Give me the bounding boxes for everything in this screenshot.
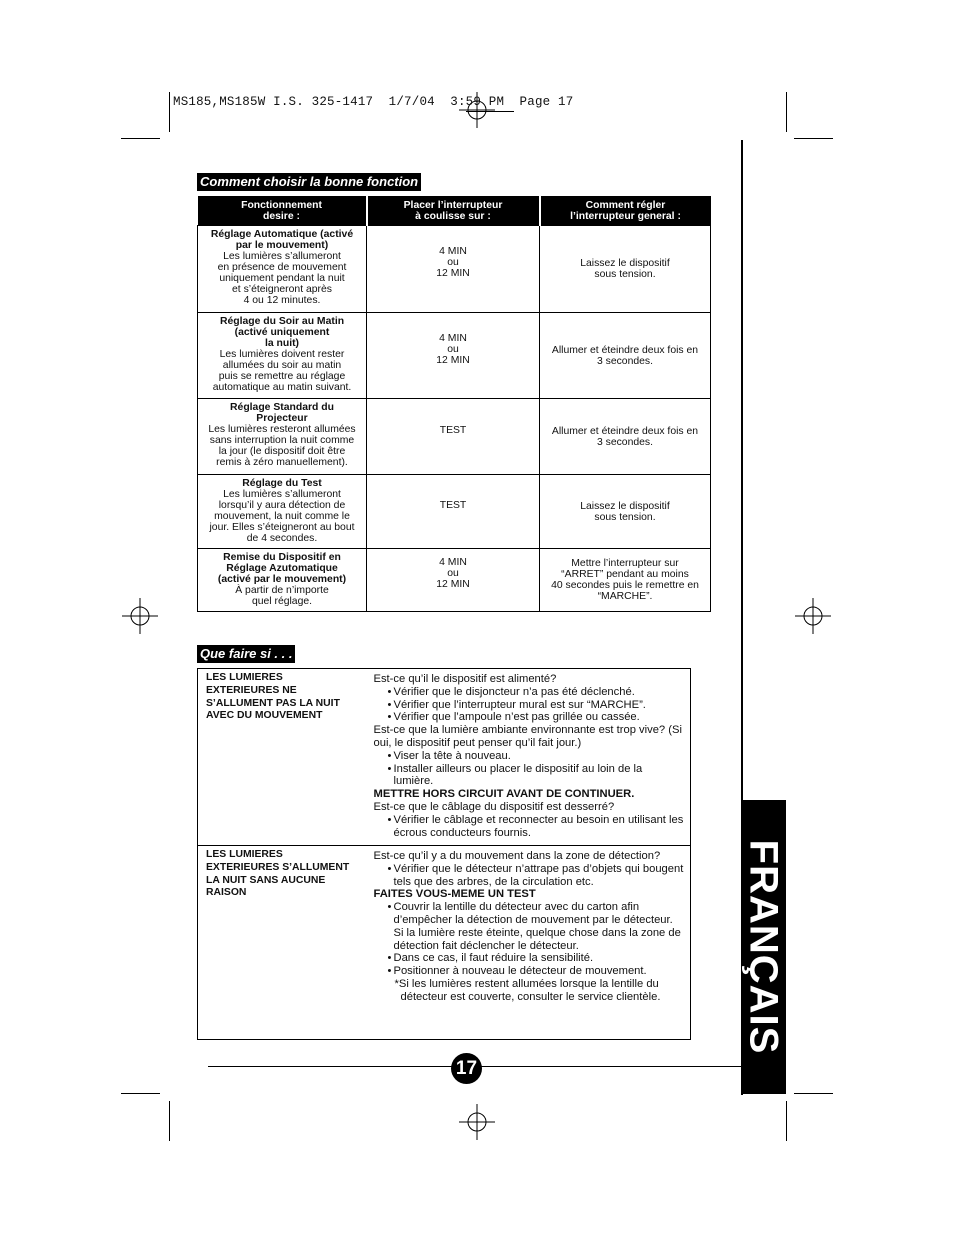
mode-description: remis à zéro manuellement). bbox=[216, 457, 348, 468]
slider-value: 4 MIN bbox=[439, 246, 467, 257]
mode-description: mouvement, la nuit comme le bbox=[214, 511, 350, 522]
function-table-row bbox=[198, 226, 711, 313]
troubleshooting-row bbox=[198, 846, 691, 1040]
registration-mark-icon bbox=[457, 1102, 497, 1142]
solution-bullet: • Vérifier que l’interrupteur mural est sur “MARCHE”. bbox=[374, 699, 685, 712]
crop-mark bbox=[794, 138, 833, 139]
mode-description: la jour (le dispositif doit être bbox=[218, 446, 346, 457]
mode-description: Les lumières s’allumeront bbox=[223, 489, 341, 500]
mode-description: 4 ou 12 minutes. bbox=[243, 295, 321, 306]
mode-description: et s’éteigneront après bbox=[232, 284, 332, 295]
slider-value: 4 MIN bbox=[439, 332, 467, 344]
function-table-row bbox=[198, 313, 711, 399]
slider-value: ou bbox=[447, 257, 459, 268]
switch-instruction: Allumer et éteindre deux fois en bbox=[551, 344, 699, 356]
slider-value: ou bbox=[447, 343, 459, 355]
switch-instruction: 3 secondes. bbox=[596, 436, 654, 448]
problem-line: EXTERIEURES NE bbox=[206, 684, 297, 696]
switch-adjust-cell bbox=[540, 475, 711, 549]
solution-bullet: • Vérifier que le disjoncteur n’a pas été déclenché. bbox=[374, 686, 685, 699]
solution-bullet: • Dans ce cas, il faut réduire la sensibilité. bbox=[374, 952, 685, 965]
solution-bullet: • Positionner à nouveau le détecteur de mouvement. bbox=[374, 965, 685, 978]
switch-instruction: Allumer et éteindre deux fois en bbox=[551, 425, 699, 437]
slider-setting-cell bbox=[367, 399, 540, 475]
mode-description: lorsqu’il y aura détection de bbox=[218, 500, 346, 511]
slider-value: 12 MIN bbox=[436, 579, 470, 590]
switch-instruction: Laissez le dispositif bbox=[580, 500, 670, 512]
troubleshooting-row bbox=[198, 669, 691, 846]
problem-line: LES LUMIERES bbox=[206, 672, 283, 683]
mode-description: de 4 secondes. bbox=[246, 533, 318, 544]
solution-note: *Si les lumières restent allumées lorsque la lentille du détecteur est couverte, consulter le service clientèle. bbox=[394, 977, 661, 1003]
slider-value: TEST bbox=[439, 424, 467, 436]
solution-bullet: • Vérifier que l’ampoule n’est pas grillée ou cassée. bbox=[374, 711, 685, 724]
mode-title: Projecteur bbox=[256, 413, 308, 424]
crop-mark bbox=[786, 92, 787, 132]
crop-mark bbox=[121, 1093, 160, 1094]
slider-value: TEST bbox=[439, 499, 467, 511]
switch-adjust-cell bbox=[540, 226, 711, 313]
mode-title: par le mouvement) bbox=[235, 240, 329, 251]
mode-description: À partir de n’importe bbox=[235, 585, 329, 596]
mode-cell bbox=[198, 399, 367, 475]
slider-setting-cell bbox=[367, 549, 540, 612]
solution-bullet: • Couvrir la lentille du détecteur avec du carton afin d’empêcher la détection de mouvement par le détecteur. Si la lumière reste éteinte, quelque chose dans la zone de détection fait déclencher le détecteur. bbox=[374, 901, 685, 952]
mode-description: allumées du soir au matin bbox=[222, 360, 342, 371]
solution-bullet: • Viser la tête à nouveau. bbox=[374, 750, 685, 763]
switch-instruction: “MARCHE”. bbox=[597, 591, 653, 602]
slider-setting-cell bbox=[367, 226, 540, 313]
mode-description: quel réglage. bbox=[251, 596, 313, 607]
switch-adjust-cell bbox=[540, 399, 711, 475]
problem-line: LA NUIT SANS AUCUNE bbox=[206, 874, 326, 886]
slider-value: 4 MIN bbox=[439, 557, 467, 568]
crop-mark bbox=[121, 138, 160, 139]
solution-question: Est-ce que la lumière ambiante environnante est trop vive? (Si oui, le dispositif peut penser qu’il fait jour.) bbox=[373, 724, 682, 749]
function-table-row bbox=[198, 549, 711, 612]
mode-title: Réglage du Test bbox=[242, 478, 322, 489]
mode-description: Les lumières resteront allumées bbox=[208, 424, 356, 435]
solution-question: Est-ce que le câblage du dispositif est desserré? bbox=[373, 800, 615, 813]
mode-description: uniquement pendant la nuit bbox=[219, 273, 345, 284]
solution-heading: FAITES VOUS-MEME UN TEST bbox=[373, 888, 536, 901]
switch-adjust-cell bbox=[540, 549, 711, 612]
solution-question: Est-ce qu’il y a du mouvement dans la zone de détection? bbox=[373, 850, 661, 862]
problem-line: LES LUMIERES bbox=[206, 849, 283, 860]
section-title-function: Comment choisir la bonne fonction bbox=[197, 173, 421, 191]
problem-line: EXTERIEURES S’ALLUMENT bbox=[206, 861, 350, 873]
mode-title: Réglage du Soir au Matin bbox=[219, 316, 345, 327]
slider-value: 12 MIN bbox=[436, 354, 470, 366]
mode-cell bbox=[198, 313, 367, 399]
crop-mark bbox=[169, 92, 170, 132]
function-table-header bbox=[198, 196, 711, 226]
mode-title: Réglage Automatique (activé bbox=[210, 229, 354, 240]
solution-heading: METTRE HORS CIRCUIT AVANT DE CONTINUER. bbox=[373, 788, 635, 801]
registration-mark-icon bbox=[793, 596, 833, 636]
slider-setting-cell bbox=[367, 475, 540, 549]
problem-line: S’ALLUMENT PAS LA NUIT bbox=[206, 697, 340, 709]
switch-instruction: 40 secondes puis le remettre en bbox=[551, 580, 699, 591]
problem-line: RAISON bbox=[206, 887, 247, 899]
problem-cell bbox=[198, 669, 368, 846]
mode-title: (activé uniquement bbox=[234, 327, 330, 338]
mode-description: Les lumières s’allumeront bbox=[223, 251, 341, 262]
print-slug: MS185,MS185W I.S. 325-1417 1/7/04 3:59 PM Page 17 bbox=[173, 95, 574, 109]
switch-instruction: Mettre l’interrupteur sur bbox=[571, 558, 679, 569]
mode-description: jour. Elles s’éteigneront au bout bbox=[209, 522, 355, 533]
column-header: Fonctionnement desire : bbox=[198, 196, 367, 226]
problem-line: AVEC DU MOUVEMENT bbox=[206, 710, 323, 722]
switch-instruction: sous tension. bbox=[594, 511, 656, 523]
mode-title: Remise du Dispositif en bbox=[223, 552, 341, 563]
mode-description: sans interruption la nuit comme bbox=[209, 435, 355, 446]
solution-bullet: • Vérifier que le détecteur n’attrape pas d’objets qui bougent tels que des arbres, de la circulation etc. bbox=[374, 863, 685, 889]
switch-instruction: Laissez le dispositif bbox=[580, 258, 670, 269]
mode-description: en présence de mouvement bbox=[217, 262, 347, 273]
mode-cell bbox=[198, 475, 367, 549]
language-tab-label: FRANÇAIS bbox=[741, 839, 786, 1055]
slider-value: 12 MIN bbox=[436, 268, 470, 279]
function-table-row bbox=[198, 399, 711, 475]
switch-instruction: sous tension. bbox=[594, 269, 656, 280]
section-title-troubleshooting: Que faire si . . . bbox=[197, 645, 295, 663]
switch-instruction: 3 secondes. bbox=[596, 355, 654, 367]
crop-mark bbox=[794, 1093, 833, 1094]
function-table bbox=[197, 196, 711, 612]
solution-bullet: • Installer ailleurs ou placer le dispositif au loin de la lumière. bbox=[374, 763, 685, 789]
column-header: Comment régler l’interrupteur general : bbox=[540, 196, 711, 226]
mode-title: Réglage Azutomatique bbox=[226, 563, 338, 574]
mode-description: puis se remettre au réglage bbox=[218, 371, 346, 382]
switch-instruction: “ARRET” pendant au moins bbox=[561, 569, 689, 580]
solution-bullet: • Vérifier le câblage et reconnecter au besoin en utilisant les écrous conducteurs fournis. bbox=[374, 814, 685, 840]
switch-adjust-cell bbox=[540, 313, 711, 399]
mode-cell bbox=[198, 226, 367, 313]
page-number: 17 bbox=[451, 1053, 482, 1084]
solution-cell bbox=[368, 846, 691, 1040]
mode-description: automatique au matin suivant. bbox=[212, 382, 352, 393]
problem-cell bbox=[198, 846, 368, 1040]
crop-mark bbox=[786, 1101, 787, 1141]
registration-mark-icon bbox=[120, 596, 160, 636]
mode-title: Réglage Standard du bbox=[230, 402, 334, 413]
slug-underline bbox=[466, 111, 514, 112]
mode-description: Les lumières doivent rester bbox=[219, 349, 345, 360]
solution-cell bbox=[368, 669, 691, 846]
troubleshooting-table bbox=[197, 668, 691, 1040]
crop-mark bbox=[169, 1101, 170, 1141]
mode-title: (activé par le mouvement) bbox=[217, 574, 347, 585]
column-header: Placer l’interrupteur à coulisse sur : bbox=[367, 196, 540, 226]
solution-question: Est-ce qu’il le dispositif est alimenté? bbox=[373, 673, 557, 685]
mode-title: la nuit) bbox=[264, 338, 300, 349]
slider-setting-cell bbox=[367, 313, 540, 399]
slider-value: ou bbox=[447, 568, 459, 579]
function-table-row bbox=[198, 475, 711, 549]
mode-cell bbox=[198, 549, 367, 612]
